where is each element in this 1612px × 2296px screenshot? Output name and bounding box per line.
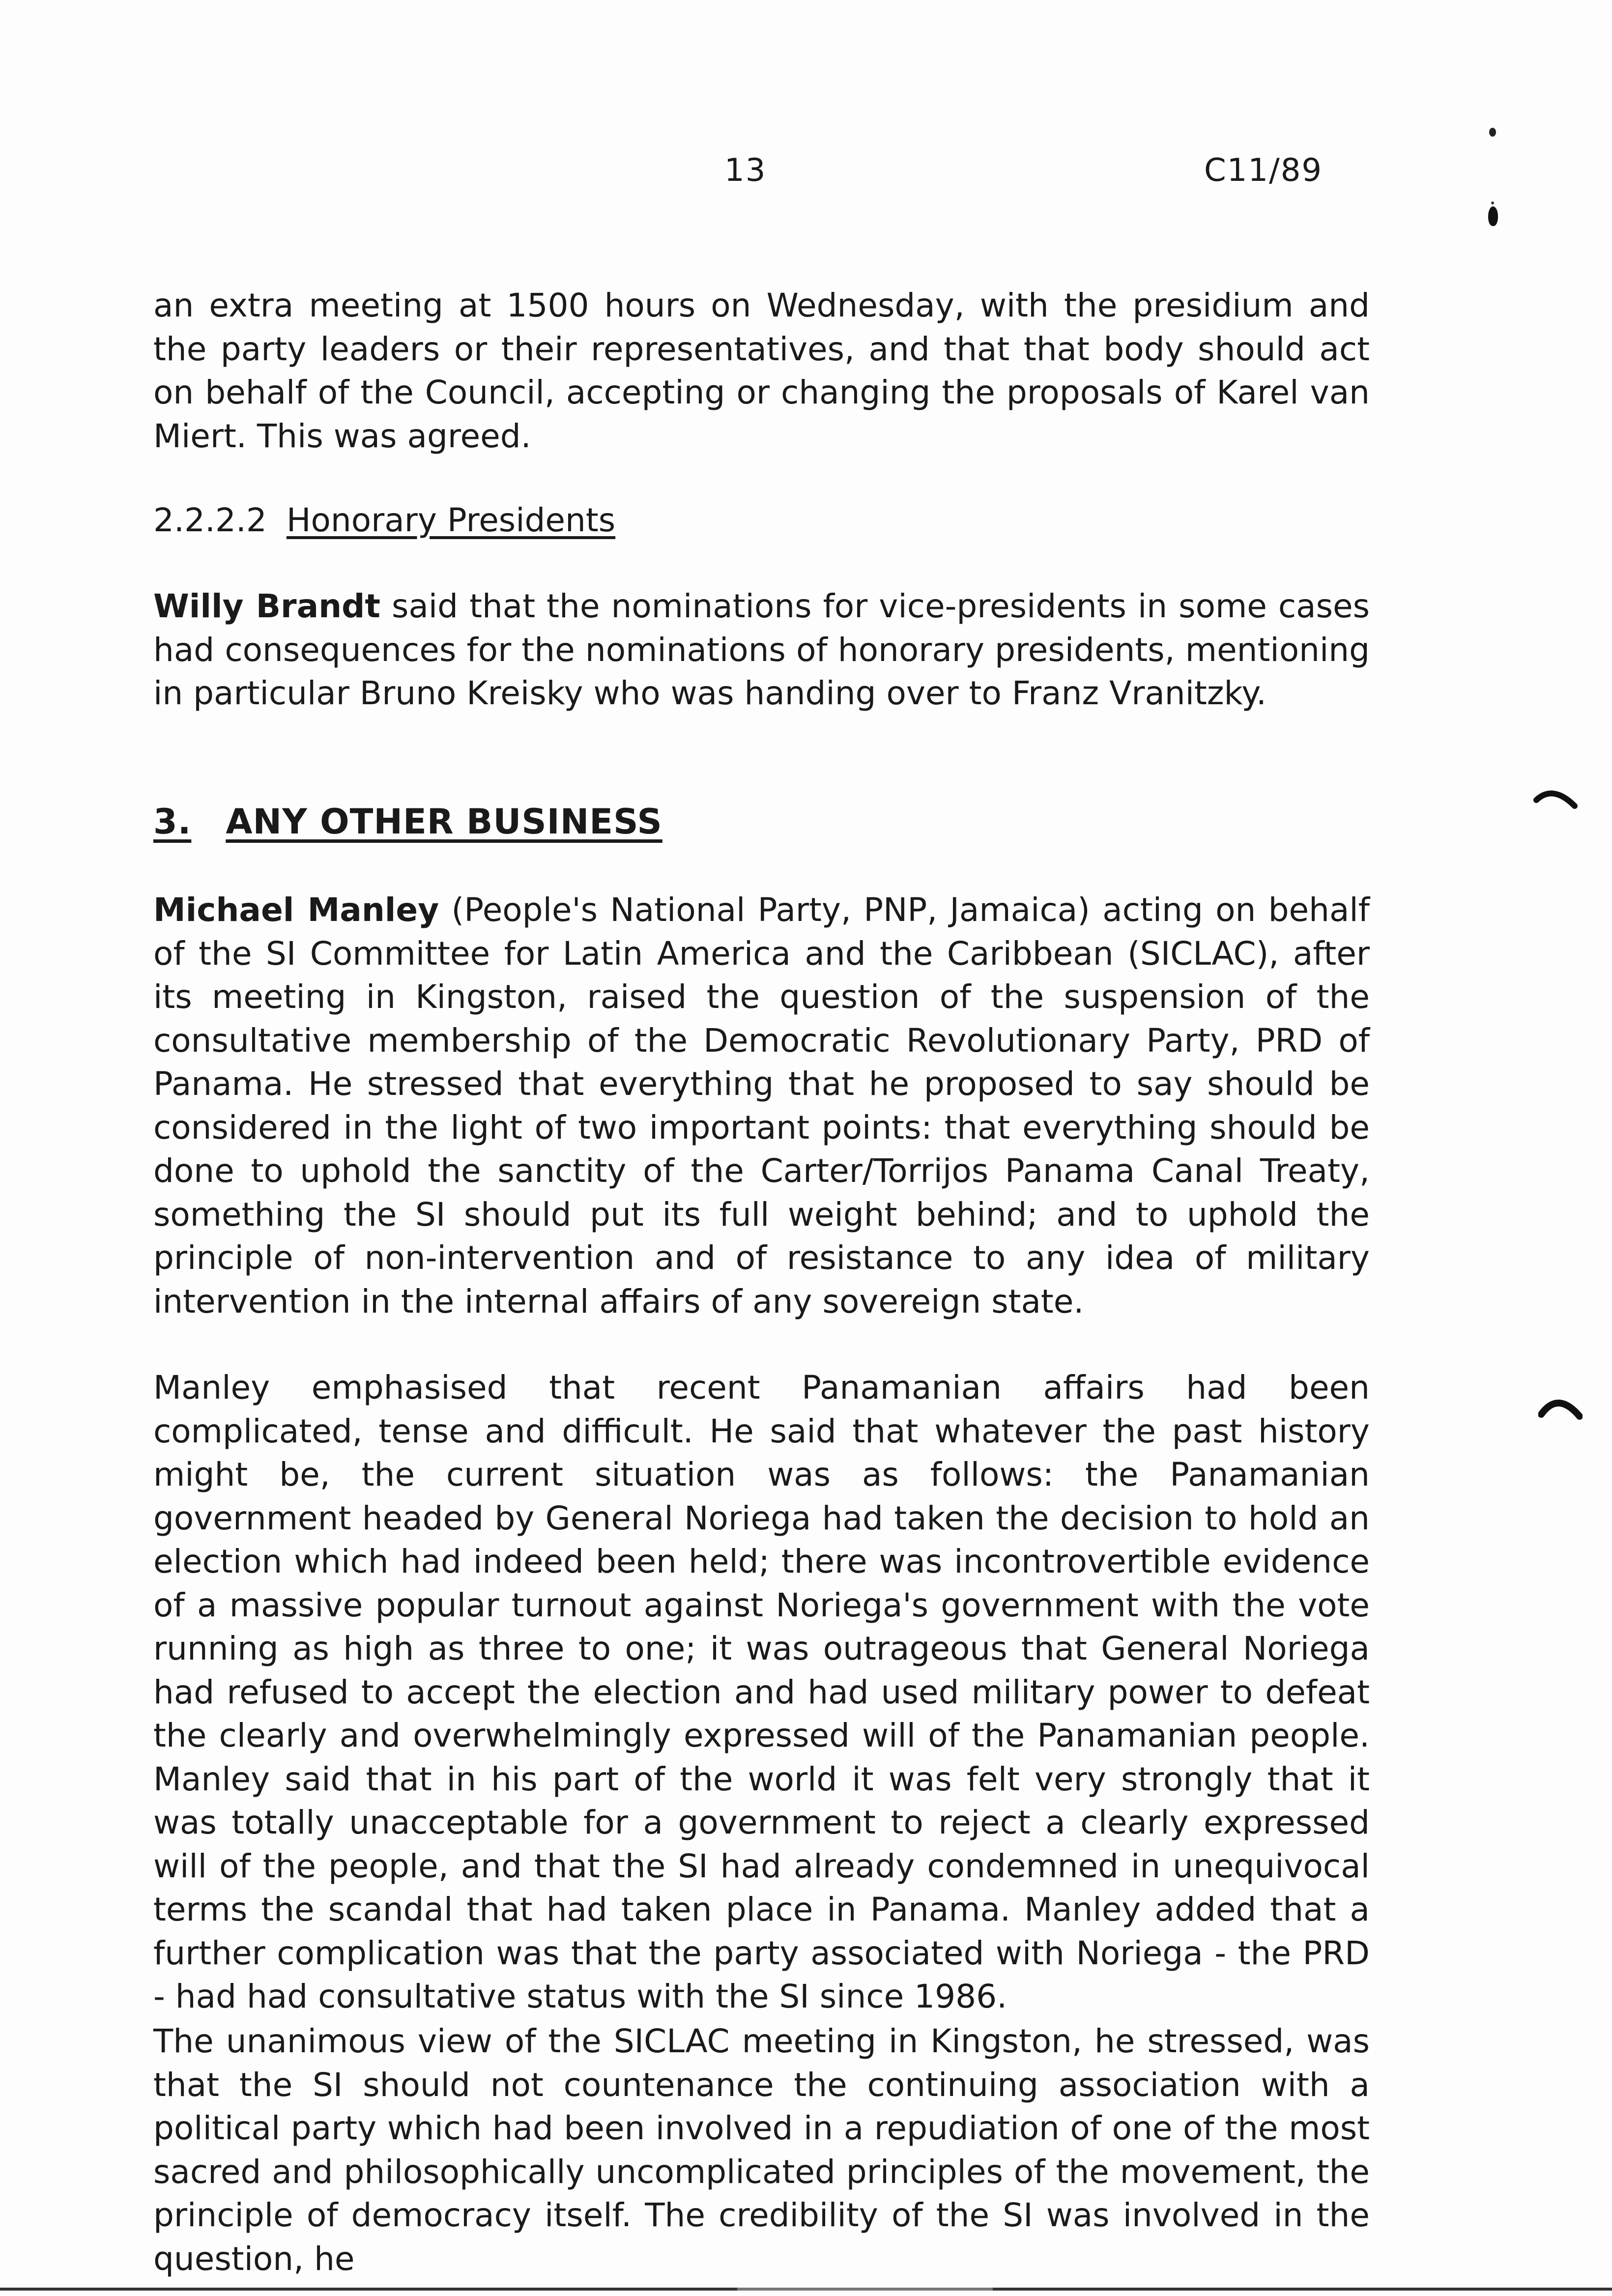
- paragraph-brandt: [153, 585, 1370, 716]
- binder-hole-mark: [1538, 1391, 1583, 1425]
- section-number: 3.: [153, 802, 192, 842]
- subsection-title: Honorary Presidents: [286, 501, 616, 539]
- paragraph-text: said that the nominations for vice-presidents in some cases had consequences for the nominations of honorary presidents, mentioning in particular Bruno Kreisky who was handing over to Franz Vranitzky.: [153, 587, 1370, 712]
- subsection-number: 2.2.2.2: [153, 501, 267, 539]
- paragraph-manley-intro: [153, 889, 1370, 1323]
- paragraph-siclac-view: The unanimous view of the SICLAC meeting in Kingston, he stressed, was that the SI should not countenance the continuing association with a political party which had been involved in a repudiation of one of the most sacred and philosophically uncomplicated principles of the movement, the principle of democracy itself. The credibility of the SI was involved in the question, he: [153, 2022, 1370, 2278]
- margin-speck: [1491, 201, 1494, 204]
- page-number: 13: [724, 152, 767, 189]
- speaker-name: Willy Brandt: [153, 587, 380, 625]
- page-bottom-edge: [737, 2288, 993, 2291]
- binder-hole-mark: [1533, 786, 1578, 821]
- paragraph-text: (People's National Party, PNP, Jamaica) acting on behalf of the SI Committee for Latin America and the Caribbean (SICLAC), after its meeting in Kingston, raised the question of the suspension of the consultative membership of the Democratic Revolutionary Party, PRD of Panama. He stressed that everything that he proposed to say should be considered in the light of two important points: that everything should be done to uphold the sanctity of the Carter/Torrijos Panama Canal Treaty, something the SI should put its full weight behind; and to uphold the principle of non-intervention and of resistance to any idea of military intervention in the internal affairs of any sovereign state.: [153, 891, 1370, 1320]
- margin-speck: [1488, 206, 1498, 226]
- document-reference: C11/89: [1204, 152, 1323, 189]
- paragraph-manley-situation: Manley emphasised that recent Panamanian affairs had been complicated, tense and difficult. He said that whatever the past history might be, the current situation was as follows: the Panamanian government headed by General Noriega had taken the decision to hold an election which had indeed been held; there was incontrovertible evidence of a massive popular turnout against Noriega's government with the vote running as high as three to one; it was outrageous that General Noriega had refused to accept the election and had used military power to defeat the clearly and overwhelmingly expressed will of the Panamanian people. Manley said that in his part of the world it was felt very strongly that it was totally unacceptable for a government to reject a clearly expressed will of the people, and that the SI had already condemned in unequivocal terms the scandal that had taken place in Panama. Manley added that a further complication was that the party associated with Noriega - the PRD - had had consultative status with the SI since 1986.: [153, 1369, 1370, 2015]
- page-header: [0, 152, 1612, 201]
- paragraph-extra-meeting: an extra meeting at 1500 hours on Wednesday, with the presidium and the party leaders or their representatives, and that that body should act on behalf of the Council, accepting or changing the proposals of Karel van Miert. This was agreed.: [153, 287, 1370, 455]
- section-heading: [153, 800, 662, 844]
- margin-speck: [1489, 128, 1496, 137]
- section-title: ANY OTHER BUSINESS: [226, 802, 662, 842]
- subsection-heading: [153, 499, 615, 542]
- speaker-name: Michael Manley: [153, 891, 439, 929]
